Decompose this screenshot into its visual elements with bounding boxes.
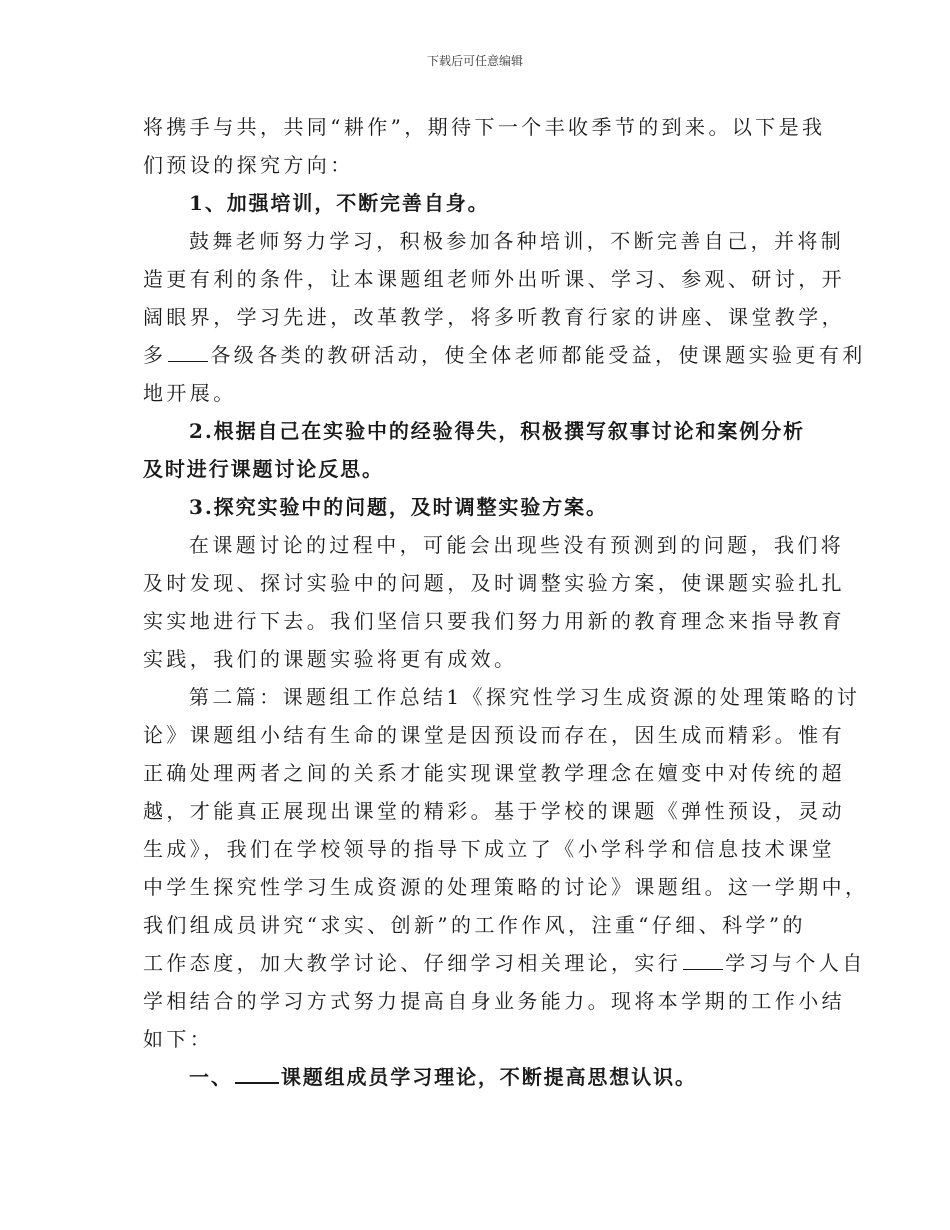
paragraph-line: 及时发现、探讨实验中的问题，及时调整实验方案，使课题实验扎扎: [143, 571, 845, 595]
paragraph-line: 阔眼界，学习先进，改革教学，将多听教育行家的讲座、课堂教学，: [143, 305, 845, 329]
paragraph-line: 将携手与共，共同“耕作”，期待下一个丰收季节的到来。以下是我: [143, 115, 826, 139]
paragraph-line: 生成》，我们在学校领导的指导下成立了《小学科学和信息技术课堂: [143, 837, 835, 861]
paragraph-line: 鼓舞老师努力学习，积极参加各种培训，不断完善自己，并将制: [189, 229, 845, 253]
line-text: 各级各类的教研活动，使全体老师都能受益，使课题实验更有利: [210, 343, 866, 367]
paragraph-line: [143, 336, 866, 374]
paragraph-line: [143, 944, 866, 982]
line-text: 工作态度，加大教学讨论、仔细学习相关理论，实行: [143, 951, 682, 975]
paragraph-line: 正确处理两者之间的关系才能实现课堂教学理念在嬗变中对传统的超: [143, 761, 845, 785]
paragraph-line: 学相结合的学习方式努力提高自身业务能力。现将本学期的工作小结: [143, 989, 845, 1013]
paragraph-line: 在课题讨论的过程中，可能会出现些没有预测到的问题，我们将: [189, 533, 845, 557]
fill-blank: [168, 343, 208, 362]
line-text: 课题组成员学习理论，不断提高思想认识。: [280, 1065, 697, 1089]
section-heading: 3.探究实验中的问题，及时调整实验方案。: [189, 495, 608, 519]
fill-blank: [235, 1064, 279, 1084]
paragraph-line: 实实地进行下去。我们坚信只要我们努力用新的教育理念来指导教育: [143, 609, 845, 633]
line-text: 学习与个人自: [725, 951, 866, 975]
paragraph-line: 越，才能真正展现出课堂的精彩。基于学校的课题《弹性预设，灵动: [143, 799, 845, 823]
section-heading: 及时进行课题讨论反思。: [143, 457, 384, 481]
paragraph-line: 造更有利的条件，让本课题组老师外出听课、学习、参观、研讨，开: [143, 267, 845, 291]
document-body: [143, 108, 869, 1096]
section-heading: 2.根据自己在实验中的经验得失，积极撰写叙事讨论和案例分析: [189, 419, 805, 443]
fill-blank: [683, 951, 723, 970]
section-heading: [143, 1058, 823, 1096]
paragraph-line: 我们组成员讲究“求实、创新”的工作作风，注重“仔细、科学”的: [143, 913, 806, 937]
page-header: 下载后可任意编辑: [426, 54, 523, 68]
line-text: 多: [143, 343, 167, 367]
paragraph-line: 如下：: [143, 1027, 214, 1051]
paragraph-line: 论》课题组小结有生命的课堂是因预设而存在，因生成而精彩。惟有: [143, 723, 845, 747]
paragraph-line: 们预设的探究方向：: [143, 153, 354, 177]
paragraph-line: 实践，我们的课题实验将更有成效。: [143, 647, 518, 671]
paragraph-line: 地开展。: [143, 381, 237, 405]
section-heading: 1、加强培训，不断完善自身。: [189, 191, 490, 215]
line-text: 一、: [189, 1065, 233, 1089]
paragraph-line: 中学生探究性学习生成资源的处理策略的讨论》课题组。这一学期中，: [143, 875, 869, 899]
paragraph-line: 第二篇：课题组工作总结1《探究性学习生成资源的处理策略的讨: [189, 685, 861, 709]
